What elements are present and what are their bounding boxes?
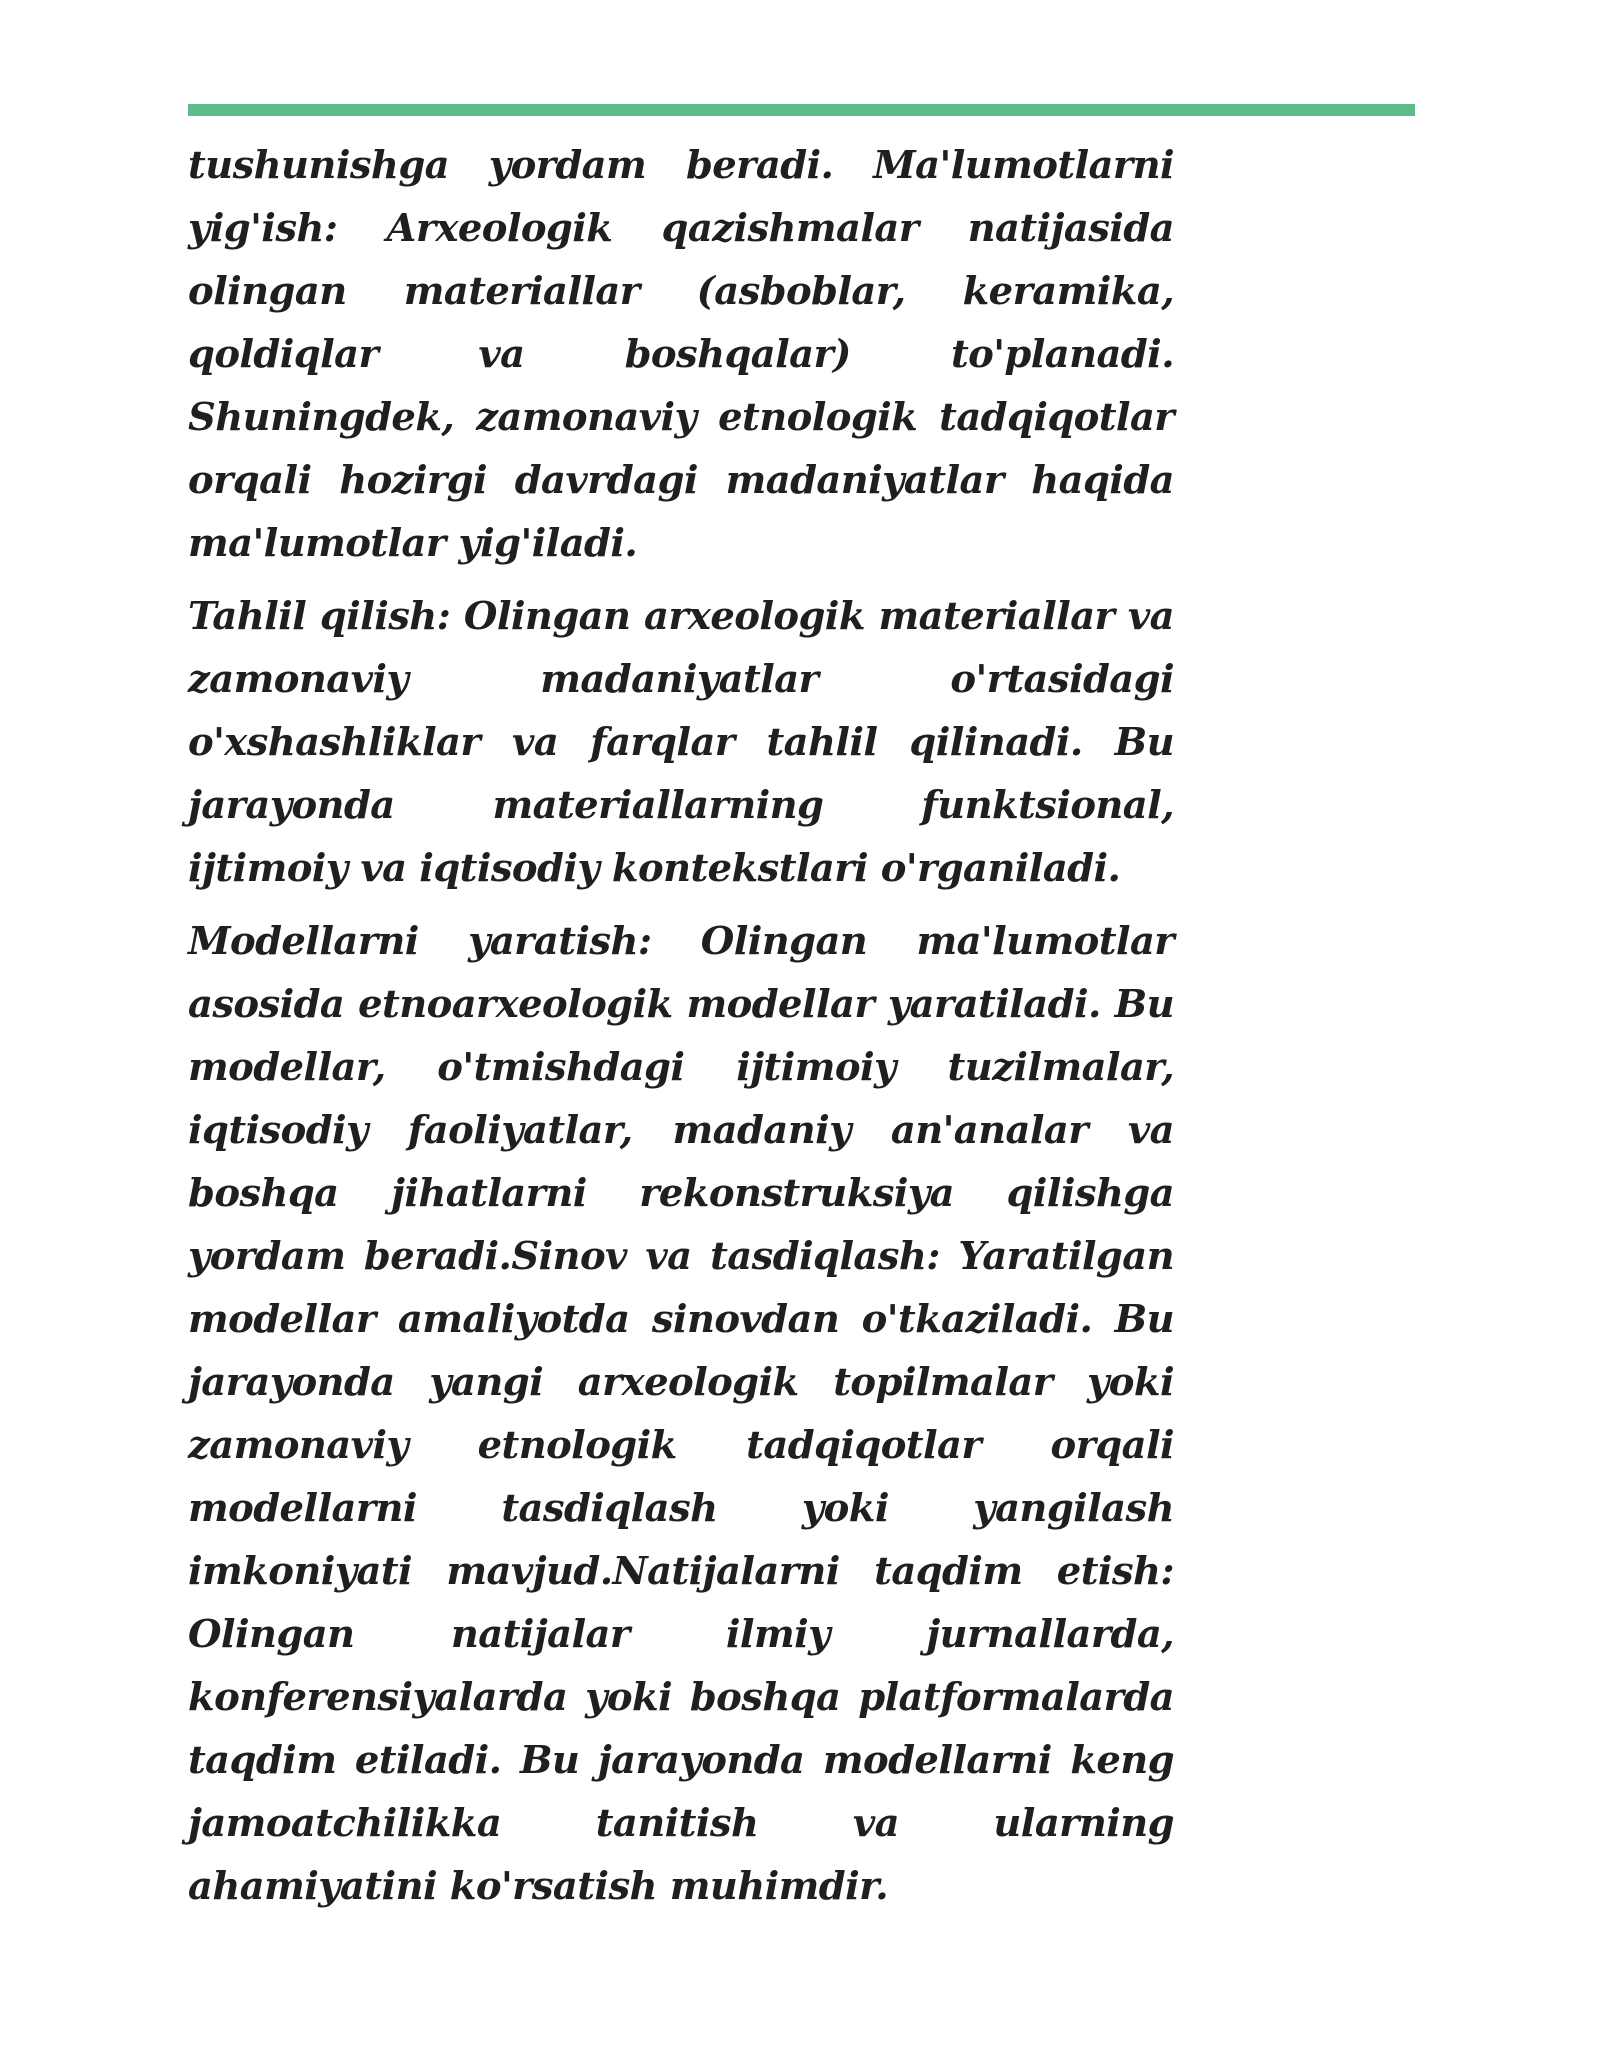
paragraph-data-collection: tushunishga yordam beradi. Ma'lumotlarni yig'ish: Arxeologik qazishmalar natijasida olingan materiallar (asboblar, keramika, qoldiqlar va boshqalar) to'planadi. Shuningdek, zamonaviy etnologik tadqiqotlar orqali hozirgi davrdagi madaniyatlar haqida ma'lumotlar yig'iladi. (188, 143, 1174, 566)
paragraph-analysis: Tahlil qilish: Olingan arxeologik materiallar va zamonaviy madaniyatlar o'rtasidagi o'xshashliklar va farqlar tahlil qilinadi. Bu jarayonda materiallarning funktsional, ijtimoiy va iqtisodiy kontekstlari o'rganiladi. (188, 594, 1174, 891)
header-accent-rule (188, 104, 1415, 116)
paragraph-modeling: Modellarni yaratish: Olingan ma'lumotlar asosida etnoarxeologik modellar yaratiladi. Bu modellar, o'tmishdagi ijtimoiy tuzilmalar, iqtisodiy faoliyatlar, madaniy an'analar va boshqa jihatlarni rekonstruksiya qilishga yordam beradi.Sinov va tasdiqlash: Yaratilgan modellar amaliyotda sinovdan o'tkaziladi. Bu jarayonda yangi arxeologik topilmalar yoki zamonaviy etnologik tadqiqotlar orqali modellarni tasdiqlash yoki yangilash imkoniyati mavjud.Natijalarni taqdim etish: Olingan natijalar ilmiy jurnallarda, konferensiyalarda yoki boshqa platformalarda taqdim etiladi. Bu jarayonda modellarni keng jamoatchilikka tanitish va ularning ahamiyatini ko'rsatish muhimdir. (188, 919, 1174, 1909)
body-text (188, 134, 1174, 1928)
